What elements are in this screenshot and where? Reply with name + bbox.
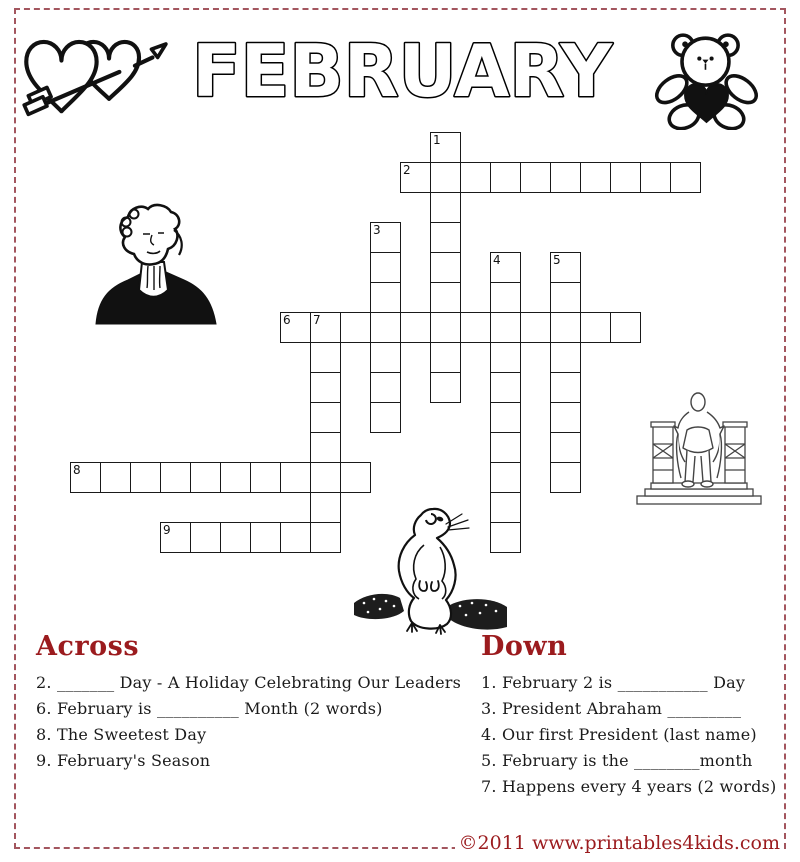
crossword-cell[interactable] <box>550 372 581 403</box>
down-heading: Down <box>481 631 568 662</box>
crossword-cell[interactable] <box>490 342 521 373</box>
crossword-cell[interactable] <box>250 522 281 553</box>
crossword-cell[interactable] <box>400 162 431 193</box>
crossword-cell[interactable] <box>100 462 131 493</box>
crossword-cell[interactable] <box>520 312 551 343</box>
crossword-cell[interactable] <box>430 372 461 403</box>
crossword-cell[interactable] <box>310 342 341 373</box>
crossword-cell[interactable] <box>370 402 401 433</box>
crossword-cell[interactable] <box>580 162 611 193</box>
cell-number: 7 <box>313 313 321 327</box>
crossword-cell[interactable] <box>370 312 401 343</box>
crossword-cell[interactable] <box>310 312 341 343</box>
crossword-cell[interactable] <box>490 522 521 553</box>
crossword-cell[interactable] <box>370 282 401 313</box>
crossword-cell[interactable] <box>490 282 521 313</box>
cell-number: 3 <box>373 223 381 237</box>
crossword-cell[interactable] <box>490 492 521 523</box>
crossword-cell[interactable] <box>370 222 401 253</box>
crossword-cell[interactable] <box>220 462 251 493</box>
crossword-cell[interactable] <box>550 282 581 313</box>
crossword-cell[interactable] <box>490 252 521 283</box>
crossword-cell[interactable] <box>430 282 461 313</box>
crossword-cell[interactable] <box>130 462 161 493</box>
crossword-cell[interactable] <box>190 462 221 493</box>
crossword-cell[interactable] <box>430 252 461 283</box>
down-clues-section <box>481 631 786 800</box>
crossword-cell[interactable] <box>190 522 221 553</box>
copyright: ©2011 www.printables4kids.com <box>455 832 784 854</box>
crossword-cell[interactable] <box>490 462 521 493</box>
crossword-cell[interactable] <box>310 432 341 463</box>
down-clue-7: 7. Happens every 4 years (2 words) <box>481 777 777 796</box>
crossword-cell[interactable] <box>70 462 101 493</box>
crossword-cell[interactable] <box>550 312 581 343</box>
crossword-cell[interactable] <box>160 522 191 553</box>
cell-number: 5 <box>553 253 561 267</box>
crossword-cell[interactable] <box>610 312 641 343</box>
crossword-cell[interactable] <box>460 162 491 193</box>
crossword-cell[interactable] <box>430 342 461 373</box>
crossword-cell[interactable] <box>430 312 461 343</box>
crossword-cell[interactable] <box>520 162 551 193</box>
crossword-cell[interactable] <box>490 312 521 343</box>
cell-number: 2 <box>403 163 411 177</box>
crossword-cell[interactable] <box>340 462 371 493</box>
crossword-cell[interactable] <box>430 222 461 253</box>
crossword-cell[interactable] <box>490 372 521 403</box>
crossword-cell[interactable] <box>490 402 521 433</box>
crossword-cell[interactable] <box>370 342 401 373</box>
crossword-cell[interactable] <box>550 432 581 463</box>
crossword-cell[interactable] <box>280 462 311 493</box>
crossword-cell[interactable] <box>280 312 311 343</box>
across-heading: Across <box>36 631 140 662</box>
crossword-cell[interactable] <box>310 492 341 523</box>
across-clue-2: 2. _______ Day - A Holiday Celebrating Our Leaders <box>36 673 462 692</box>
crossword-cell[interactable] <box>280 522 311 553</box>
crossword-cell[interactable] <box>160 462 191 493</box>
crossword-cell[interactable] <box>640 162 671 193</box>
down-clue-5: 5. February is the ________month <box>481 751 753 770</box>
crossword-cell[interactable] <box>550 402 581 433</box>
crossword-cell[interactable] <box>460 312 491 343</box>
down-clue-1: 1. February 2 is ___________ Day <box>481 673 746 692</box>
crossword-cell[interactable] <box>430 162 461 193</box>
crossword-cell[interactable] <box>490 432 521 463</box>
cell-number: 9 <box>163 523 171 537</box>
crossword-cell[interactable] <box>430 132 461 163</box>
down-clue-4: 4. Our first President (last name) <box>481 725 757 744</box>
crossword-cell[interactable] <box>610 162 641 193</box>
svg-text:FEBRUARY: FEBRUARY <box>192 29 613 113</box>
cell-number: 1 <box>433 133 441 147</box>
crossword-cell[interactable] <box>310 402 341 433</box>
crossword-cell[interactable] <box>310 522 341 553</box>
crossword-cell[interactable] <box>400 312 431 343</box>
crossword-cell[interactable] <box>580 312 611 343</box>
crossword-cell[interactable] <box>250 462 281 493</box>
crossword-cell[interactable] <box>220 522 251 553</box>
cell-number: 4 <box>493 253 501 267</box>
across-clue-6: 6. February is __________ Month (2 words) <box>36 699 383 718</box>
crossword-cell[interactable] <box>490 162 521 193</box>
crossword-cell[interactable] <box>310 372 341 403</box>
crossword-cell[interactable] <box>550 462 581 493</box>
crossword-cell[interactable] <box>310 462 341 493</box>
crossword-cell[interactable] <box>340 312 371 343</box>
across-clue-9: 9. February's Season <box>36 751 211 770</box>
crossword-cell[interactable] <box>370 252 401 283</box>
cell-number: 6 <box>283 313 291 327</box>
across-clues-section <box>36 631 466 774</box>
cell-number: 8 <box>73 463 81 477</box>
crossword-cell[interactable] <box>550 342 581 373</box>
crossword-cell[interactable] <box>370 372 401 403</box>
crossword-cell[interactable] <box>550 252 581 283</box>
across-clue-8: 8. The Sweetest Day <box>36 725 207 744</box>
down-clue-3: 3. President Abraham _________ <box>481 699 742 718</box>
crossword-cell[interactable] <box>550 162 581 193</box>
crossword-cell[interactable] <box>430 192 461 223</box>
crossword-cell[interactable] <box>670 162 701 193</box>
